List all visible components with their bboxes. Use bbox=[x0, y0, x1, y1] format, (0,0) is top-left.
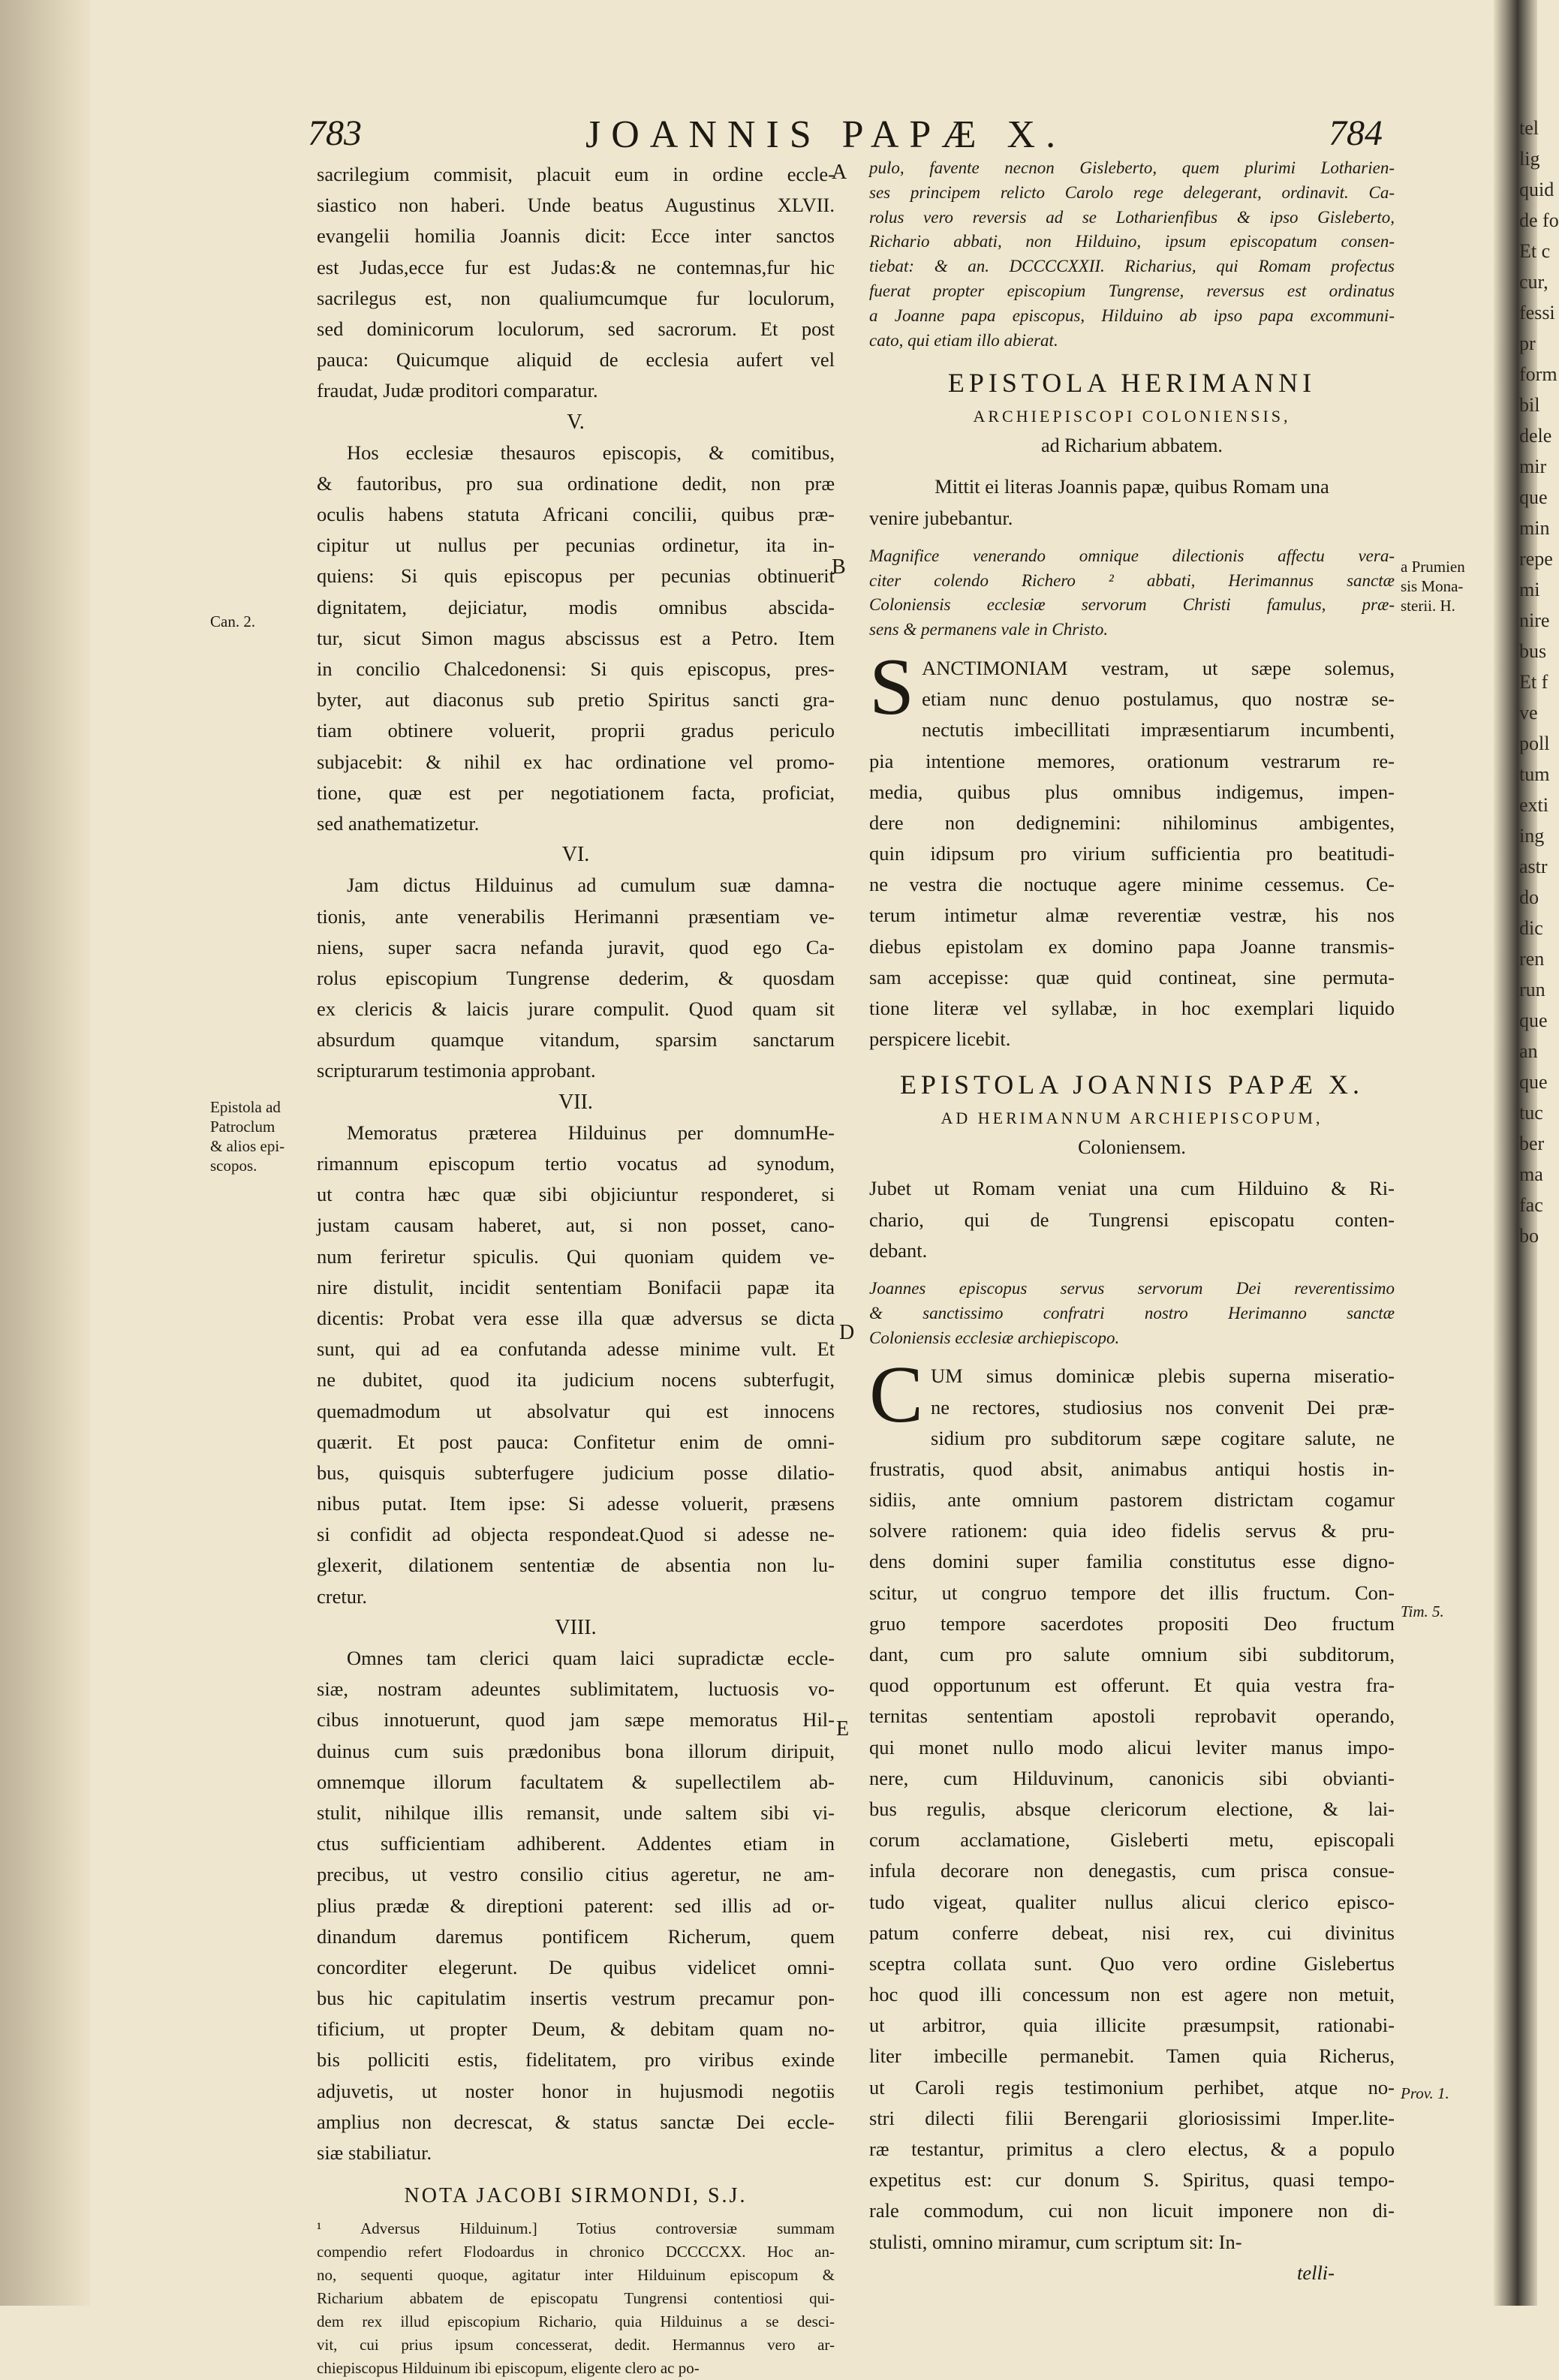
epistola-joannis-salutation bbox=[869, 1277, 1395, 1350]
text-line: quiens: Si quis episcopus per pecunias obtinuerit bbox=[317, 564, 835, 588]
edge-fragment: dele bbox=[1519, 425, 1552, 447]
text-line: quod opportunum est offerunt. Et quia vestra fra- bbox=[869, 1674, 1395, 1697]
section-8: VIII. bbox=[555, 1615, 597, 1639]
edge-fragment: tum bbox=[1519, 763, 1550, 785]
text-line: Omnes tam clerici quam laici supradictæ eccle- bbox=[347, 1647, 835, 1669]
text-line: rolus episcopium Tungrense dederim, & quosdam bbox=[317, 966, 835, 989]
text-line: quærit. Et post pauca: Confitetur enim de omni- bbox=[317, 1430, 835, 1453]
section-letter-b: B bbox=[832, 555, 846, 579]
text-line: bus hic capitulatim insertis vestrum precamur pon- bbox=[317, 1987, 835, 2010]
text-line: tionis, ante venerabilis Herimanni præsentiam ve- bbox=[317, 904, 835, 928]
margin-note-tim: Tim. 5. bbox=[1401, 1602, 1444, 1620]
edge-fragment: lig bbox=[1519, 148, 1540, 170]
text-line: quemadmodum ut absolvatur qui est innocens bbox=[317, 1399, 835, 1422]
text-line: tione, quæ est per negotiationem facta, proficiat, bbox=[317, 781, 835, 804]
text-line: stri dilecti filii Berengarii gloriosissimi Imper.lite- bbox=[869, 2106, 1395, 2129]
edge-fragment: pr bbox=[1519, 332, 1536, 354]
section-6: VI. bbox=[561, 843, 590, 867]
text-line: no, sequenti quoque, agitatur inter Hilduinum episcopum & bbox=[317, 2266, 835, 2285]
edge-fragment: form bbox=[1519, 363, 1557, 385]
note-title: NOTA JACOBI SIRMONDI, S.J. bbox=[404, 2184, 748, 2208]
text-line: sacrilegium commisit, placuit eum in ordine eccle- bbox=[317, 163, 835, 185]
text-line: Coloniensis ecclesiæ servorum Christi famulus, præ- bbox=[869, 595, 1395, 615]
text-line: plius prædæ & direptioni paterent: sed illis ad or- bbox=[317, 1894, 835, 1917]
text-line: evangelii homilia Joannis dicit: Ecce inter sanctos bbox=[317, 224, 835, 248]
paragraph-5 bbox=[317, 438, 835, 839]
text-line: etiam nunc denuo postulamus, quo nostræ se- bbox=[922, 688, 1395, 711]
section-letter-a: A bbox=[832, 161, 847, 184]
edge-fragment: ing bbox=[1519, 825, 1545, 847]
text-line: pia intentione memores, orationum vestrarum re- bbox=[869, 749, 1395, 772]
epistola-joannis-title: EPISTOLA JOANNIS PAPÆ X. bbox=[899, 1070, 1365, 1100]
text-line: ternitas sententiam apostoli reprobavit operando, bbox=[869, 1705, 1395, 1728]
edge-fragment: ber bbox=[1519, 1133, 1545, 1154]
margin-note-prov: Prov. 1. bbox=[1401, 2084, 1449, 2102]
text-line: byter, aut diaconus sub pretio Spiritus sancti gra- bbox=[317, 688, 835, 712]
epistola-herimanni-subtitle: ARCHIEPISCOPI COLONIENSIS, bbox=[973, 407, 1291, 426]
text-line: nectutis imbecillitati impræsentiarum incumbenti, bbox=[922, 718, 1395, 742]
edge-fragment: fac bbox=[1519, 1194, 1543, 1216]
text-line: tione literæ vel syllabæ, in hoc exemplari liquido bbox=[869, 997, 1395, 1019]
text-line: ne rectores, studiosius nos convenit Dei præ- bbox=[931, 1395, 1395, 1419]
edge-fragment: run bbox=[1519, 979, 1545, 1000]
text-line: nibus putat. Item ipse: Si adesse voluerit, præsens bbox=[317, 1492, 835, 1515]
text-line: dicentis: Probat vera esse illa quæ adversus se dicta bbox=[317, 1306, 835, 1329]
text-line: sunt, qui ad ea confutanda adesse minime vult. Et bbox=[317, 1337, 835, 1361]
text-line: ANCTIMONIAM vestram, ut sæpe solemus, bbox=[922, 656, 1395, 679]
text-line: ex clericis & laicis jurare compulit. Quod quam sit bbox=[317, 997, 835, 1021]
text-line: perspicere licebit. bbox=[869, 1028, 1011, 1051]
text-line: glexerit, dilationem sententiæ de absentia non lu- bbox=[317, 1554, 835, 1577]
note-continuation bbox=[869, 156, 1395, 353]
book-gutter bbox=[0, 0, 90, 2306]
edge-fragment: mir bbox=[1519, 456, 1547, 477]
text-line: precibus, ut vestro consilio citius ageretur, ne am- bbox=[317, 1863, 835, 1886]
catchword: telli- bbox=[1296, 2261, 1335, 2284]
text-line: Coloniensis ecclesiæ archiepiscopo. bbox=[869, 1328, 1120, 1347]
text-line: absurdum quamque vitandum, sparsim sanctarum bbox=[317, 1028, 835, 1052]
epistola-joannis-subtitle: AD HERIMANNUM ARCHIEPISCOPUM, bbox=[941, 1109, 1323, 1128]
text-line: sed anathematizetur. bbox=[317, 811, 480, 835]
edge-fragment: tel bbox=[1519, 117, 1539, 139]
text-line: amplius non decrescat, & status sanctæ Dei eccle- bbox=[317, 2110, 835, 2133]
note-text bbox=[317, 2217, 835, 2380]
text-line: vit, cui prius ipsum concesserat, dedit. Hermannus vero ar- bbox=[317, 2336, 835, 2354]
text-line: dignitatem, dejiciatur, modis omnibus abscida- bbox=[317, 595, 835, 618]
text-line: cipitur ut nullus per pecunias ordinetur, ita in- bbox=[317, 534, 835, 557]
text-line: UM simus dominicæ plebis superna miseratio- bbox=[931, 1365, 1395, 1388]
text-line: sacrilegus est, non qualiumcumque fur loculorum, bbox=[317, 286, 835, 309]
text-line: expetitus est: cur donum S. Spiritus, quasi tempo- bbox=[869, 2168, 1395, 2192]
edge-fragment: ma bbox=[1519, 1163, 1543, 1185]
text-line: chiepiscopus Hilduinum ibi episcopum, eligente clero ac po- bbox=[317, 2359, 700, 2378]
text-line: bus regulis, absque clericorum electione, & lai- bbox=[869, 1797, 1395, 1820]
text-line: corum acclamatione, Gisleberti metu, episcopali bbox=[869, 1828, 1395, 1852]
edge-fragment: mi bbox=[1519, 579, 1540, 600]
text-line: ctus sufficientiam adhiberent. Addentes etiam in bbox=[317, 1832, 835, 1855]
drop-cap-s: S bbox=[869, 642, 915, 732]
text-line: si confidit ad objecta respondeat.Quod si adesse ne- bbox=[317, 1523, 835, 1546]
text-line: citer colendo Richero ² abbati, Herimannus sanctæ bbox=[869, 570, 1395, 590]
text-line: ut contra hæc quæ sibi objiciuntur responderet, si bbox=[317, 1183, 835, 1206]
text-line: Mittit ei literas Joannis papæ, quibus Romam una bbox=[934, 475, 1329, 498]
text-line: tiam obtinere voluerit, proprii gradus periculo bbox=[317, 719, 835, 742]
epistola-herimanni-salutation bbox=[869, 544, 1395, 642]
text-line: frustratis, quod absit, animabus antiqui hostis in- bbox=[869, 1457, 1395, 1480]
edge-fragment: do bbox=[1519, 886, 1539, 908]
text-line: Richario abbati, non Hilduino, ipsum episcopatum consen- bbox=[869, 232, 1395, 251]
text-line: sens & permanens vale in Christo. bbox=[869, 620, 1109, 639]
section-letter-d: D bbox=[839, 1321, 855, 1344]
edge-fragment: dic bbox=[1519, 917, 1543, 939]
text-line: fuerat propter episcopium Tungrense, reversus est ordinatus bbox=[869, 281, 1395, 300]
text-line: Joannes episcopus servus servorum Dei reverentissimo bbox=[869, 1278, 1395, 1298]
edge-fragment: que bbox=[1519, 1071, 1548, 1093]
edge-fragment: que bbox=[1519, 1009, 1548, 1031]
running-head: JOANNIS PAPÆ X. bbox=[585, 113, 1067, 156]
text-line: Richarium abbatem de episcopatu Tungrensi contentiosi qui- bbox=[317, 2289, 835, 2308]
text-line: fraudat, Judæ proditori comparatur. bbox=[317, 379, 598, 402]
text-line: venire jubebantur. bbox=[869, 506, 1013, 529]
text-line: ut Caroli regis testimonium perhibet, atque no- bbox=[869, 2075, 1395, 2099]
text-line: ne vestra die noctuque agere minime cessemus. Ce- bbox=[869, 873, 1395, 896]
edge-fragment: bil bbox=[1519, 394, 1540, 416]
text-line: ut arbitror, quia illicite præsumpsit, rationabi- bbox=[869, 2014, 1395, 2037]
text-line: hoc quod illi concessum non est agere non metuit, bbox=[869, 1983, 1395, 2006]
text-line: pauca: Quicumque aliquid de ecclesia aufert vel bbox=[317, 348, 835, 372]
paragraph-7 bbox=[317, 1118, 835, 1612]
text-line: chario, qui de Tungrensi episcopatu conten- bbox=[869, 1208, 1395, 1231]
text-line: siæ, nostram adeuntes sublimitatem, luctuosis vo- bbox=[317, 1677, 835, 1701]
edge-fragment: ve bbox=[1519, 702, 1538, 724]
text-line: oculis habens statuta Africani concilii, quibus præ- bbox=[317, 503, 835, 526]
text-line: terum intimetur almæ reverentiæ vestræ, his nos bbox=[869, 904, 1395, 927]
page-number-right: 784 bbox=[1329, 113, 1383, 153]
text-line: Jam dictus Hilduinus ad cumulum suæ damna- bbox=[347, 874, 835, 897]
text-line: est Judas,ecce fur est Judas:& ne contemnas,fur hic bbox=[317, 255, 835, 278]
text-line: tiebat: & an. DCCCCXXII. Richarius, qui Romam profectus bbox=[869, 257, 1395, 276]
edge-fragment: an bbox=[1519, 1040, 1538, 1062]
epistola-joannis-body bbox=[869, 1350, 1395, 2257]
edge-fragment: bo bbox=[1519, 1225, 1539, 1247]
edge-fragment: que bbox=[1519, 486, 1548, 508]
section-letter-e: E bbox=[836, 1717, 850, 1741]
page-number-left: 783 bbox=[308, 113, 362, 153]
text-line: gruo tempore sacerdotes propositi Deo fructum bbox=[869, 1611, 1395, 1635]
paragraph-1 bbox=[317, 159, 835, 407]
text-line: debant. bbox=[869, 1238, 928, 1262]
text-line: solvere rationem: quia ideo fidelis servus & pru- bbox=[869, 1519, 1395, 1542]
epistola-herimanni-title: EPISTOLA HERIMANNI bbox=[947, 368, 1317, 399]
text-line: scitur, ut congruo tempore det illis fructum. Con- bbox=[869, 1581, 1395, 1604]
margin-note-prumiensis: a Prumien sis Mona- sterii. H. bbox=[1401, 558, 1465, 615]
text-line: siastico non haberi. Unde beatus Augustinus XLVII. bbox=[317, 194, 835, 217]
text-line: rimannum episcopum tertio vocatus ad synodum, bbox=[317, 1152, 835, 1175]
text-line: cretur. bbox=[317, 1584, 367, 1608]
text-line: stulit, nihilque illis remansit, unde saltem sibi vi- bbox=[317, 1801, 835, 1824]
epistola-joannis-summary bbox=[869, 1173, 1395, 1266]
edge-fragment: Et f bbox=[1519, 671, 1548, 693]
text-line: justam causam haberet, aut, si non posset, cano- bbox=[317, 1214, 835, 1237]
text-line: Jubet ut Romam veniat una cum Hilduino & Ri- bbox=[869, 1177, 1395, 1200]
edge-fragment: ren bbox=[1519, 948, 1545, 970]
text-line: qui monet nullo modo alicui leviter manus impo- bbox=[869, 1735, 1395, 1759]
edge-fragment: fessi bbox=[1519, 302, 1555, 323]
paragraph-6 bbox=[317, 870, 835, 1086]
text-line: nere, cum Hilduvinum, canonicis sibi obvianti- bbox=[869, 1766, 1395, 1789]
text-line: num feriretur spiculis. Qui quoniam quidem ve- bbox=[317, 1244, 835, 1268]
text-line: sidium pro subditorum sæpe cogitare salute, ne bbox=[931, 1426, 1395, 1449]
text-line: tur, sicut Simon magus abscissus est a Petro. Item bbox=[317, 626, 835, 649]
edge-fragment: bus bbox=[1519, 640, 1547, 662]
text-line: cato, qui etiam illo abierat. bbox=[869, 330, 1058, 350]
edge-fragment: quid bbox=[1519, 179, 1554, 200]
edge-fragment: nire bbox=[1519, 609, 1550, 631]
text-line: Memoratus præterea Hilduinus per domnumHe- bbox=[347, 1121, 835, 1144]
epistola-joannis-addressee: Coloniensem. bbox=[1078, 1136, 1186, 1159]
left-column bbox=[317, 159, 835, 2380]
text-line: ses principem relicto Carolo rege delegerant, ordinavit. Ca- bbox=[869, 182, 1395, 202]
section-7: VII. bbox=[558, 1090, 593, 1114]
text-line: & fautoribus, pro sua ordinatione dedit, non præ bbox=[317, 471, 835, 495]
text-line: bis polliciti estis, fidelitatem, pro viribus exinde bbox=[317, 2048, 835, 2072]
drop-cap-c: C bbox=[869, 1350, 924, 1440]
paragraph-8 bbox=[317, 1643, 835, 2168]
text-line: adjuvetis, ut noster honor in hujusmodi negotiis bbox=[317, 2079, 835, 2102]
text-line: patum conferre debeat, nisi rex, cui divinitus bbox=[869, 1921, 1395, 1944]
text-line: infula decorare non denegastis, cum prisca consue- bbox=[869, 1859, 1395, 1882]
text-line: a Joanne papa episcopus, Hilduino ab ipso papa excommuni- bbox=[869, 305, 1395, 325]
edge-fragment: cur, bbox=[1519, 271, 1548, 293]
text-line: ræ testantur, primitus a clero electus, & a populo bbox=[869, 2138, 1395, 2161]
epistola-herimanni-body bbox=[869, 642, 1395, 1055]
edge-fragment: astr bbox=[1519, 856, 1548, 877]
text-line: in concilio Chalcedonensi: Si quis episcopus, pres- bbox=[317, 657, 835, 680]
text-line: siæ stabiliatur. bbox=[317, 2141, 432, 2164]
text-line: sed dominicorum loculorum, sed sacrorum. Et post bbox=[317, 317, 835, 340]
text-line: dem rex illud episcopium Richario, quia Hilduinus a se desci- bbox=[317, 2312, 835, 2331]
text-line: bus, quisquis subterfugere judicium posse dilatio- bbox=[317, 1461, 835, 1484]
text-line: nire distulit, incidit sententiam Bonifacii papæ ita bbox=[317, 1275, 835, 1298]
right-column bbox=[869, 156, 1395, 2288]
edge-fragment: de fo bbox=[1519, 209, 1559, 231]
margin-note-epistola: Epistola ad Patroclum & alios epi- scopos. bbox=[210, 1098, 285, 1175]
text-line: Magnifice venerando omnique dilectionis affectu vera- bbox=[869, 546, 1395, 565]
text-line: sidiis, ante omnium pastorem districtam cogamur bbox=[869, 1488, 1395, 1512]
edge-fragment: repe bbox=[1519, 548, 1553, 570]
epistola-herimanni-summary bbox=[869, 471, 1395, 533]
text-line: duinus cum suis prædonibus bona illorum diripuit, bbox=[317, 1739, 835, 1762]
text-line: tudo vigeat, qualiter nullus alicui clerico episco- bbox=[869, 1890, 1395, 1913]
edge-fragment: Et c bbox=[1519, 240, 1551, 262]
text-line: compendio refert Flodoardus in chronico DCCCCXX. Hoc an- bbox=[317, 2243, 835, 2261]
margin-note-canon: Can. 2. bbox=[210, 612, 256, 630]
section-5: V. bbox=[567, 410, 585, 434]
text-line: sam accepisse: quæ quid contineat, sine permuta- bbox=[869, 965, 1395, 988]
text-line: niens, super sacra nefanda juravit, quod ego Ca- bbox=[317, 935, 835, 958]
text-line: omnemque illorum facultatem & supellectilem ab- bbox=[317, 1770, 835, 1793]
text-line: ne dubitet, quod ita judicium nocens subterfugit, bbox=[317, 1368, 835, 1392]
text-line: liter imbecille permanebit. Tamen quia Richerus, bbox=[869, 2045, 1395, 2068]
epistola-herimanni-addressee: ad Richarium abbatem. bbox=[1041, 435, 1223, 457]
text-line: dens domini super familia constitutus esse digno- bbox=[869, 1550, 1395, 1573]
text-line: subjacebit: & nihil ex hac ordinatione vel promo- bbox=[317, 750, 835, 773]
text-line: ¹ Adversus Hilduinum.] Totius controversiæ summam bbox=[317, 2219, 835, 2238]
edge-fragment: tuc bbox=[1519, 1102, 1543, 1124]
edge-fragment: exti bbox=[1519, 794, 1548, 816]
text-line: sceptra collata sunt. Quo vero ordine Gislebertus bbox=[869, 1951, 1395, 1975]
text-line: dinandum daremus pontificem Richerum, quem bbox=[317, 1924, 835, 1948]
text-line: concorditer elegerunt. De quibus videlicet omni- bbox=[317, 1955, 835, 1978]
edge-fragment: poll bbox=[1519, 733, 1550, 754]
text-line: cibus innotuerunt, quod jam sæpe memoratus Hil- bbox=[317, 1708, 835, 1732]
text-line: diebus epistolam ex domino papa Joanne transmis- bbox=[869, 934, 1395, 958]
text-line: & sanctissimo confratri nostro Herimanno sanctæ bbox=[869, 1303, 1395, 1322]
text-line: rale commodum, cui non licuit imponere non di- bbox=[869, 2199, 1395, 2222]
text-line: dant, cum pro salute omnium sibi subditorum, bbox=[869, 1643, 1395, 1666]
next-page-edge bbox=[1519, 113, 1559, 1251]
text-line: rolus vero reversis ad se Lotharienfibus & ipso Gisleberto, bbox=[869, 207, 1395, 227]
text-line: Hos ecclesiæ thesauros episcopis, & comitibus, bbox=[347, 441, 835, 464]
text-line: pulo, favente necnon Gisleberto, quem plurimi Lotharien- bbox=[869, 158, 1395, 177]
text-line: dere non dedignemini: nihilominus ambigentes, bbox=[869, 811, 1395, 834]
text-line: quin idipsum pro virium sufficientia pro beatitudi- bbox=[869, 842, 1395, 865]
text-line: media, quibus plus omnibus indigemus, impen- bbox=[869, 780, 1395, 803]
text-line: scripturarum testimonia approbant. bbox=[317, 1059, 596, 1082]
text-line: tificium, ut propter Deum, & debitam quam no- bbox=[317, 2017, 835, 2041]
text-line: stulisti, omnino miramur, cum scriptum sit: In- bbox=[869, 2230, 1242, 2253]
edge-fragment: min bbox=[1519, 517, 1550, 539]
